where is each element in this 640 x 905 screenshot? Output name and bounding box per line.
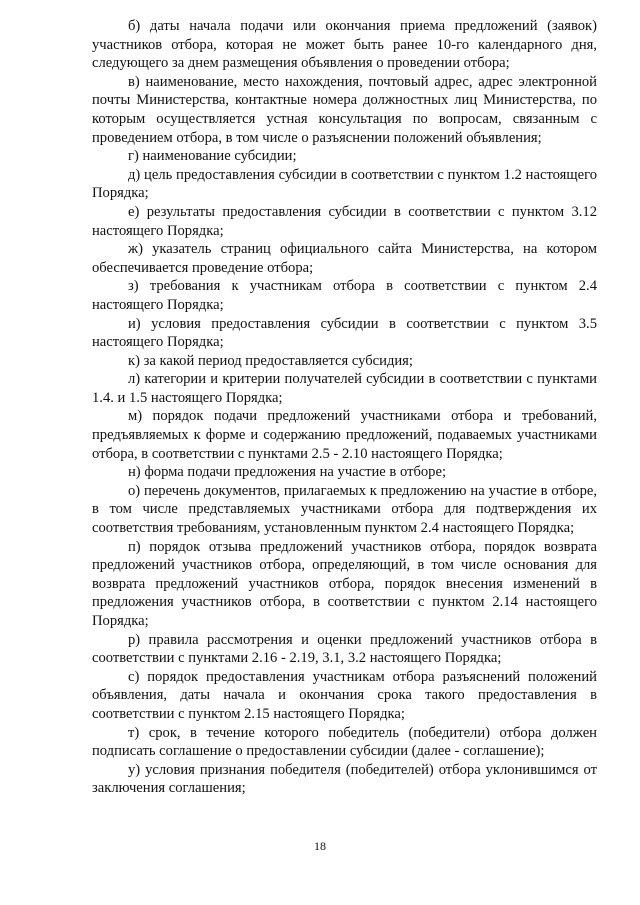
paragraph-v: в) наименование, место нахождения, почтовый адрес, адрес электронной почты Министерства, контактные номера должностных лиц Министерства, по которым осуществляется устная консультация по вопросам, связанным с проведением отбора, в том числе о разъяснении положений объявления; — [92, 73, 597, 146]
paragraph-e: е) результаты предоставления субсидии в соответствии с пунктом 3.12 настоящего Порядка; — [92, 203, 597, 239]
paragraph-i: и) условия предоставления субсидии в соответствии с пунктом 3.5 настоящего Порядка; — [92, 315, 597, 351]
paragraph-r: р) правила рассмотрения и оценки предложений участников отбора в соответствии с пунктами 2.16 - 2.19, 3.1, 3.2 настоящего Порядка; — [92, 631, 597, 667]
paragraph-m: м) порядок подачи предложений участниками отбора и требований, предъявляемых к форме и содержанию предложений, подаваемых участниками отбора, в соответствии с пунктами 2.5 - 2.10 настоящего Порядка; — [92, 408, 597, 462]
paragraph-t: т) срок, в течение которого победитель (победители) отбора должен подписать соглашение о предоставлении субсидии (далее - соглашение); — [92, 724, 597, 760]
paragraph-u: у) условия признания победителя (победителей) отбора уклонившимся от заключения соглашения; — [92, 761, 597, 797]
paragraph-l: л) категории и критерии получателей субсидии в соответствии с пунктами 1.4. и 1.5 настоящего Порядка; — [92, 371, 597, 406]
paragraph-d: д) цель предоставления субсидии в соответствии с пунктом 1.2 настоящего Порядка; — [92, 166, 597, 202]
paragraph-n: н) форма подачи предложения на участие в отборе; — [128, 464, 447, 481]
document-page — [92, 17, 597, 798]
paragraph-k: к) за какой период предоставляется субсидия; — [128, 352, 413, 369]
paragraph-zh: ж) указатель страниц официального сайта Министерства, на котором обеспечивается проведение отбора; — [92, 241, 597, 276]
paragraph-z: з) требования к участникам отбора в соответствии с пунктом 2.4 настоящего Порядка; — [92, 278, 597, 313]
paragraph-g: г) наименование субсидии; — [128, 148, 297, 165]
page-number: 18 — [314, 839, 326, 853]
paragraph-p: п) порядок отзыва предложений участников отбора, порядок возврата предложений участников отбора, определяющий, в том числе основания для возврата предложений участников отбора, порядок внесения изменений в предложения участников отбора, в соответствии с пунктом 2.14 настоящего Порядка; — [92, 538, 597, 629]
paragraph-s: с) порядок предоставления участникам отбора разъяснений положений объявления, даты начала и окончания срока такого предоставления в соответствии с пунктом 2.15 настоящего Порядка; — [92, 668, 597, 722]
paragraph-o: о) перечень документов, прилагаемых к предложению на участие в отборе, в том числе представляемых участниками отбора для подтверждения их соответствия требованиям, установленным пунктом 2.4 настоящего Порядка; — [92, 482, 597, 537]
paragraph-b: б) даты начала подачи или окончания приема предложений (заявок) участников отбора, которая не может быть ранее 10-го календарного дня, следующего за днем размещения объявления о проведении отбора; — [92, 18, 597, 72]
